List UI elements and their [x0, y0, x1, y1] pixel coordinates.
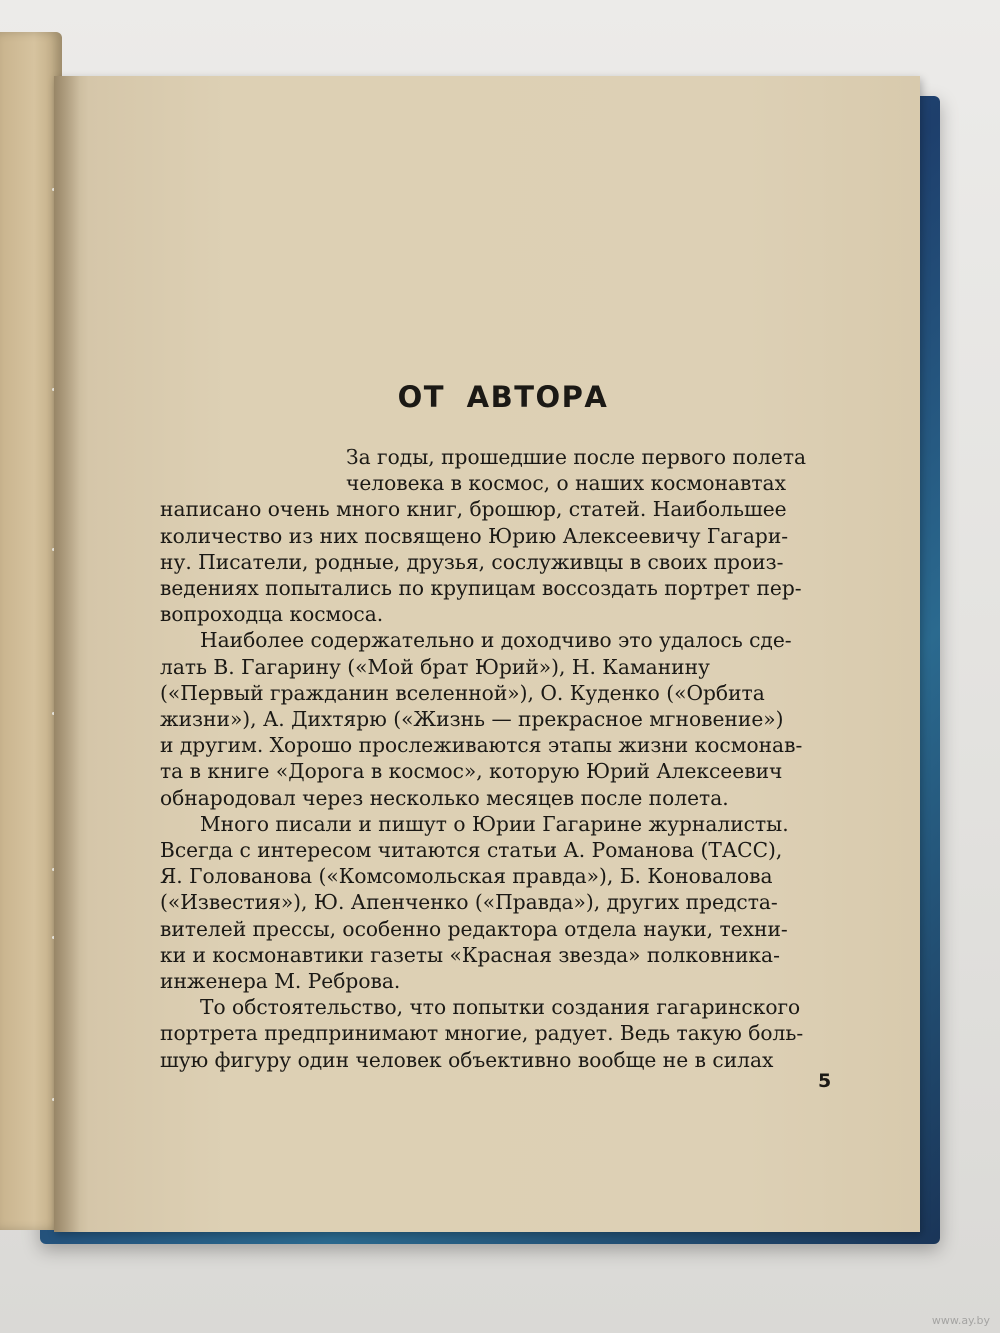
text-line: количество из них посвящено Юрию Алексеевичу Гагари-: [160, 523, 789, 548]
paragraph: [160, 811, 836, 994]
page-number: 5: [818, 1070, 832, 1092]
text-line: написано очень много книг, брошюр, статей. Наибольшее: [160, 497, 787, 522]
text-line: та в книге «Дорога в космос», которую Юрий Алексеевич: [160, 759, 783, 784]
text-line: То обстоятельство, что попытки создания гагаринского: [200, 995, 801, 1020]
text-line: вопроходца космоса.: [160, 602, 384, 627]
text-line: Всегда с интересом читаются статьи А. Романова (ТАСС),: [160, 838, 783, 863]
text-line: За годы, прошедшие после первого полета: [346, 445, 807, 469]
text-line: («Известия»), Ю. Апенченко («Правда»), других предста-: [160, 890, 778, 915]
page-text-block: [160, 380, 836, 1073]
text-line: ведениях попытались по крупицам воссоздать портрет пер-: [160, 576, 802, 601]
text-line: жизни»), А. Дихтярю («Жизнь — прекрасное мгновение»): [160, 707, 784, 732]
text-line: лать В. Гагарину («Мой брат Юрий»), Н. Каманину: [160, 654, 710, 679]
text-line: портрета предпринимают многие, радует. Ведь такую боль-: [160, 1021, 804, 1046]
left-page-edge: [0, 32, 62, 1230]
text-line: Я. Голованова («Комсомольская правда»), Б. Коновалова: [160, 864, 773, 889]
text-line: вителей прессы, особенно редактора отдела науки, техни-: [160, 916, 788, 941]
paragraph: [160, 994, 836, 1073]
paragraph: [160, 627, 836, 810]
paragraph: [160, 444, 836, 627]
text-line: шую фигуру один человек объективно вообще не в силах: [160, 1047, 774, 1072]
gutter-shadow: [54, 76, 80, 1232]
body-text: [160, 444, 836, 1073]
text-line: ки и космонавтики газеты «Красная звезда» полковника-: [160, 942, 780, 967]
text-line: Много писали и пишут о Юрии Гагарине журналисты.: [200, 811, 789, 836]
text-line: («Первый гражданин вселенной»), О. Куденко («Орбита: [160, 680, 765, 705]
text-line: и другим. Хорошо прослеживаются этапы жизни космонав-: [160, 733, 803, 758]
text-line: ну. Писатели, родные, друзья, сослуживцы в своих произ-: [160, 549, 784, 574]
text-line: обнародовал через несколько месяцев после полета.: [160, 785, 729, 810]
text-line: человека в космос, о наших космонавтах: [346, 471, 786, 496]
page-title: ОТ АВТОРА: [397, 380, 609, 414]
text-line: инженера М. Реброва.: [160, 969, 401, 994]
watermark: www.ay.by: [931, 1314, 990, 1327]
text-line: Наиболее содержательно и доходчиво это удалось сде-: [200, 628, 792, 653]
